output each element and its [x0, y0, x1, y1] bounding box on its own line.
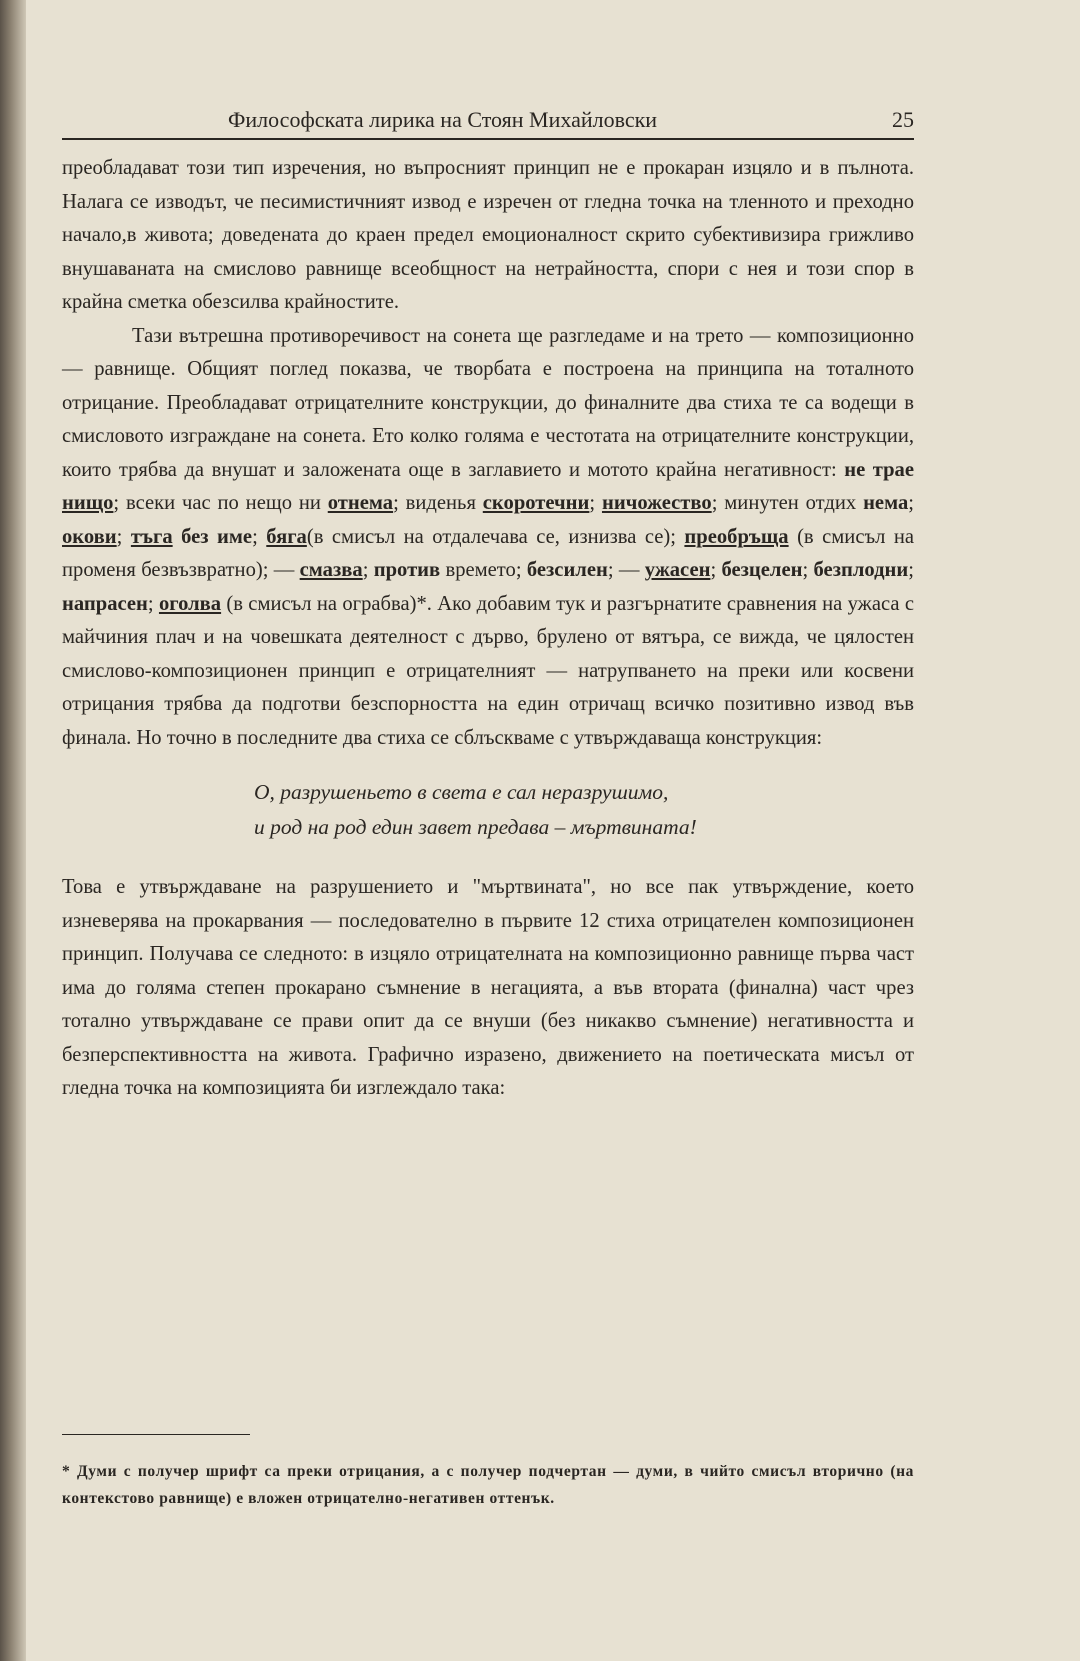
header-rule: [62, 138, 914, 140]
text-run: ;: [589, 492, 602, 514]
neg-word-underlined: оголва: [158, 592, 222, 615]
neg-word: нема: [863, 492, 909, 514]
neg-word: не трае: [844, 458, 914, 481]
neg-word-underlined: бяга: [266, 525, 307, 548]
running-head: [62, 104, 914, 136]
poem-quote: [254, 775, 914, 845]
neg-word-underlined: тъга: [130, 525, 173, 548]
neg-word-underlined: смазва: [299, 559, 363, 581]
text-run: ;: [710, 559, 722, 581]
text-run: [173, 526, 181, 548]
neg-word: против: [373, 559, 441, 581]
text-run: ;: [802, 559, 814, 581]
neg-word-underlined: преобръща: [684, 525, 789, 548]
book-spine-shadow: [0, 0, 26, 1661]
text-run: ; всеки час по нещо ни: [113, 492, 328, 514]
text-run: ;: [908, 559, 914, 581]
neg-word-underlined: скоротечни: [482, 492, 590, 514]
text-run: (в смисъл на променя безвъзвратно); —: [62, 525, 915, 581]
p2-intro: Тази вътрешна противоречивост на сонета ще разгледаме и на трето — композиционно — равнище. Общият поглед показва, че творбата е построена на принципа на тоталното отрицание. Преобладават отрицателните конструкции, до финалните два стиха те са водещи в смисловото изграждане на сонета. Ето колко голяма е честотата на отрицателните конструкции, които трябва да внушат и заложената още в заглавието и мотото крайна негативност:: [62, 324, 914, 481]
neg-word-underlined: отнема: [327, 492, 394, 514]
paragraph-3: Това е утвърждаване на разрушението и "мъртвината", но все пак утвърждение, което изневерява на прокарвания — последователно в първите 12 стиха отрицателен композиционен принцип. Получава се следното: в изцяло отрицателната на композиционно равнище първа част има до голяма степен прокарано съмнение в негацията, а във втората (финална) част чрез тотално утвърждаване се прави опит да се внуши (без никакво съмнение) негативността и безперспективността на живота. Графично изразено, движението на поетическата мисъл от гледна точка на композицията би изглеждало така:: [62, 876, 914, 1099]
neg-word: безсилен: [526, 559, 608, 581]
paragraph-1: преобладават този тип изречения, но въпросният принцип не е прокаран изцяло и в пълнота. Налага се изводът, че песимистичният извод е изречен от гледна точка на тленното и преходно начало,в живота; доведената до краен предел емоционалност скрито субективизира грижливо внушаваната на смислово равнище всеобщност на нетрайността, спори с нея и този спор в крайна сметка обезсилва крайностите.: [62, 157, 914, 313]
footnote: * Думи с получер шрифт са преки отрицания, а с получер подчертан — думи, в чийто смисъл вторично (на контекстово равнище) е вложен отрицателно-негативен оттенък.: [62, 1462, 914, 1507]
paragraph-2: [62, 320, 914, 756]
poem-line-2: и род на род един завет предава – мъртвината!: [254, 815, 697, 839]
neg-word-underlined: окови: [62, 525, 117, 548]
neg-word-underlined: ужасен: [644, 559, 711, 581]
text-run: ;: [908, 492, 914, 514]
text-run: ; виденья: [393, 492, 483, 514]
text-run: ;: [362, 559, 374, 581]
text-run: ; минутен отдих: [711, 492, 864, 514]
text-run: времето;: [440, 559, 527, 581]
main-text: [62, 152, 914, 1106]
text-run: ; —: [607, 559, 645, 581]
neg-word-underlined: нищо: [62, 492, 114, 514]
neg-word: напрасен: [62, 592, 148, 615]
neg-word: без име: [181, 525, 253, 548]
neg-word: безплодни: [813, 559, 909, 581]
text-run: (в смисъл на ограбва)*. Ако добавим тук и разгърнатите сравнения на ужаса с майчиния плач и на човешката деятелност с дърво, брулено от вятъра, се вижда, че цялостен смислово-композиционен принцип е отрицателният — натрупването на преки или косвени отрицания трябва да подготви безспорността на един отричащ всичко позитивно извод във финала. Но точно в последните два стиха се сблъскваме с утвърждаваща конструкция:: [62, 592, 915, 749]
book-page: [62, 0, 914, 1661]
text-run: ;: [252, 525, 267, 548]
text-run: (в смисъл на отдалечава се, изнизва се);: [306, 525, 685, 548]
neg-word-underlined: ничожество: [601, 492, 712, 514]
text-run: ;: [147, 592, 159, 615]
running-head-title: Философската лирика на Стоян Михайловски: [228, 107, 658, 132]
footnote-rule: [62, 1434, 250, 1435]
neg-word: безцелен: [721, 559, 803, 581]
page-number: 25: [892, 107, 914, 132]
text-run: ;: [116, 525, 131, 548]
poem-line-1: О, разрушеньето в света е сал неразрушимо,: [254, 780, 669, 804]
